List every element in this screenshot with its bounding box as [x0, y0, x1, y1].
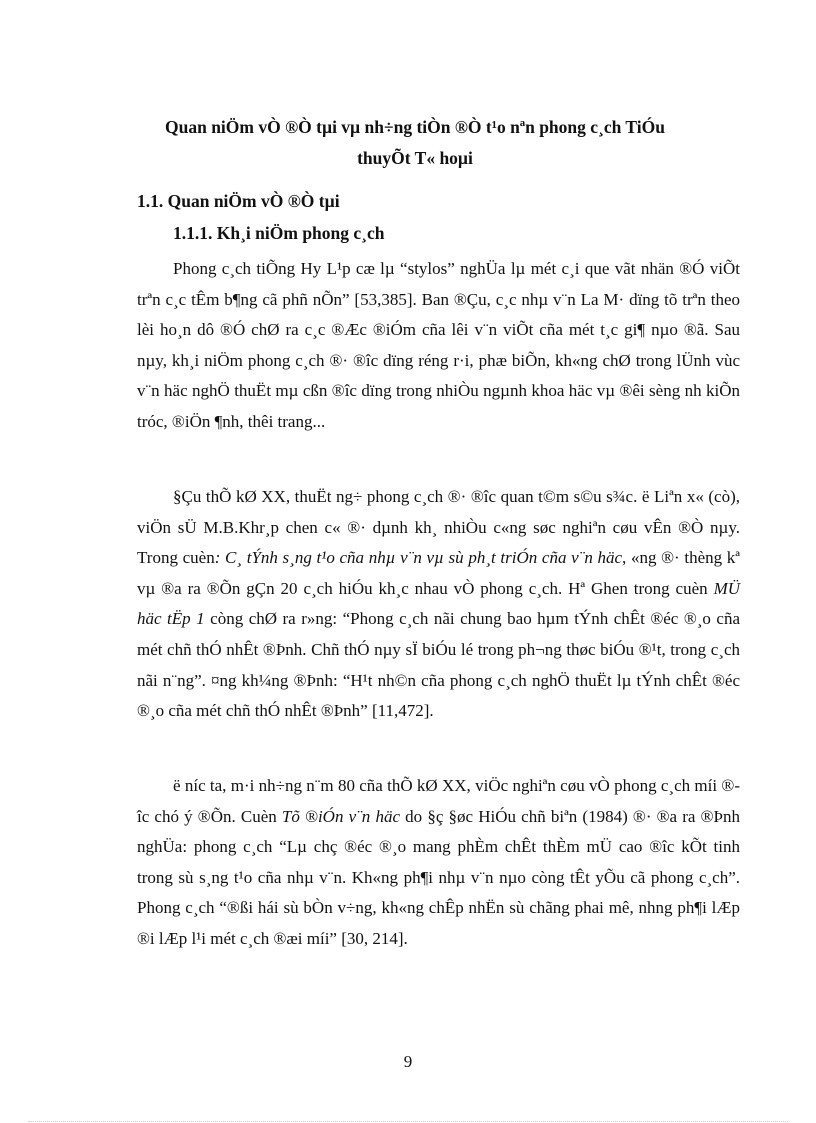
paragraph-2-text-e: còng chØ ra r»ng: “Phong c¸ch nãi chung bao hµm tÝnh chÊt ®éc ®¸o cña mét chñ thÓ nhÊt ®Þnh. Chñ thÓ nµy sÏ biÓu lé trong ph¬ng thøc biÓu ®¹t, trong c¸ch nãi n¨ng”. ¤ng kh¼ng ®Þnh: “H¹t nh©n cña phong c¸ch nghÖ thuËt lµ tÝnh chÊt ®éc ®¸o cña mét chñ thÓ nhÊt ®Þnh” [11,472]. — [137, 609, 741, 721]
document-title-line-2: thuyÕt T« hoµi — [357, 148, 473, 168]
paragraph-3-book-title: Tõ ®iÓn v¨n häc — [281, 806, 401, 826]
paragraph-1: Phong c¸ch tiÕng Hy L¹p cæ lµ “stylos” nghÜa lµ mét c¸i que vãt nhän ®Ó viÕt trªn c¸c tÊm b¶ng cã phñ nÕn” [53,385]. Ban ®Çu, c¸c nhµ v¨n La M· dïng tõ trªn theo lèi ho¸n dô ®Ó chØ ra c¸c ®Æc ®iÓm cña lêi v¨n viÕt cña mét t¸c gi¶ nµo ®ã. Sau nµy, kh¸i niÖm phong c¸ch ®· ®îc dïng réng r·i, phæ biÕn, kh«ng chØ trong lÜnh vùc v¨n häc nghÖ thuËt mµ cßn ®îc dïng trong nhiÒu ngµnh khoa häc vµ ®êi sèng nh kiÕn tróc, ®iÖn ¶nh, thêi trang... — [137, 259, 740, 431]
paragraph-2-book-title-2: MÜ häc tËp 1 — [137, 578, 741, 629]
document-title-line-1: Quan niÖm vÒ ®Ò tµi vµ nh÷ng tiÒn ®Ò t¹o nªn phong c¸ch TiÓu — [165, 117, 665, 137]
paragraph-2-text-a: §Çu thÕ kØ XX, thuËt ng÷ phong c¸ch ®· ®îc quan t©m s©u s¾c. ë Liªn x« (cò), viÖn sÜ M.B.Khr¸p chen c« ®· dµnh kh¸ nhiÒu c«ng søc nghiªn cøu vÊn ®Ò nµy. Trong cuèn — [137, 487, 740, 568]
page-number: 9 — [403, 1052, 413, 1071]
page-bottom-dotted-rule — [28, 1121, 788, 1122]
paragraph-3-text-a: ë níc ta, m·i nh÷ng n¨m 80 cña thÕ kØ XX, viÖc nghiªn cøu vÒ phong c¸ch míi ®îc chó ý ®Õn. Cuèn — [137, 776, 740, 826]
paragraph-2-text-c: , «ng ®· thèng kª vµ ®a ra ®Õn gÇn 20 c¸ch hiÓu kh¸c nhau vÒ phong c¸ch. Hª Ghen trong cuèn — [137, 548, 740, 598]
paragraph-2-book-title-1: : C¸ tÝnh s¸ng t¹o cña nhµ v¨n vµ sù ph¸t triÓn cña v¨n häc — [214, 548, 623, 568]
subsection-heading: 1.1.1. Kh¸i niÖm phong c¸ch — [173, 223, 385, 243]
section-heading: 1.1. Quan niÖm vÒ ®Ò tµi — [137, 191, 340, 211]
paragraph-2 — [137, 482, 740, 727]
paragraph-3 — [137, 771, 740, 955]
paragraph-3-text-c: do §ç §øc HiÓu chñ biªn (1984) ®· ®a ra ®Þnh nghÜa: phong c¸ch “Lµ chç ®éc ®¸o mang phÈm chÊt thÈm mÜ cao ®îc kÕt tinh trong sù s¸ng t¹o cña nhµ v¨n. Kh«ng ph¶i nhµ v¨n nµo còng tÊt yÕu cã phong c¸ch”. Phong c¸ch “®ßi hái sù bÒn v÷ng, kh«ng chÊp nhËn sù chãng phai mê, nhng ph¶i lÆp ®i lÆp l¹i mét c¸ch ®æi míi” [30, 214]. — [137, 806, 740, 948]
